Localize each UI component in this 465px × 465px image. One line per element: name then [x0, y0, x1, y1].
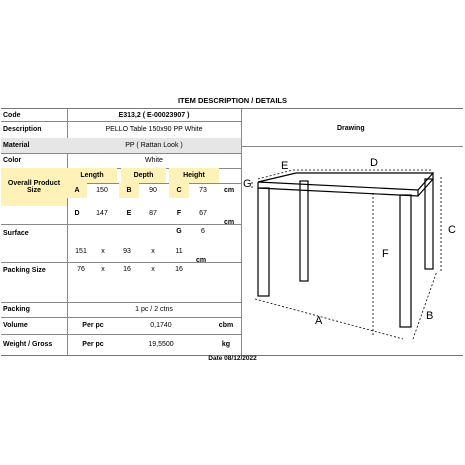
dim-value-e: 87 — [149, 209, 157, 217]
volume-unit: cbm — [218, 322, 234, 329]
code-label: Code — [3, 111, 21, 119]
surface-unit: cm — [223, 219, 235, 226]
color-value: White — [145, 157, 163, 164]
pack1-x: x — [101, 247, 105, 255]
dim-value-b: 90 — [149, 187, 157, 194]
weight-value: 19,5500 — [148, 341, 174, 348]
volume-value: 0,1740 — [150, 322, 172, 329]
dimension-line-b — [413, 271, 437, 339]
dimension-label-b: B — [426, 310, 434, 322]
packing-label: Packing — [3, 306, 30, 313]
leg-back-left — [300, 181, 308, 281]
code-value: E313,2 ( E-00023907 ) — [118, 111, 190, 119]
weight-unit: kg — [221, 341, 231, 348]
material-label: Material — [1, 138, 67, 153]
description-label: Description — [3, 126, 42, 133]
dim-key-f: F — [176, 209, 182, 217]
length-header: Length — [67, 168, 117, 183]
dimension-line-a — [255, 299, 403, 339]
pack1-depth: 93 — [123, 247, 131, 255]
dimension-label-c: C — [448, 224, 456, 236]
pack2-length: 76 — [77, 265, 85, 273]
leg-front-right — [400, 195, 411, 327]
leg-back-right — [425, 179, 433, 269]
dim-key-a: A — [67, 183, 87, 198]
dimension-label-a: A — [315, 315, 323, 327]
dim-key-b: B — [119, 183, 139, 198]
dimension-label-g: G — [243, 178, 252, 190]
overall-size-label: Overall Product Size — [1, 168, 67, 206]
depth-header: Depth — [121, 168, 166, 183]
pack2-height: 16 — [175, 265, 183, 273]
pack1-height: 11 — [175, 247, 183, 255]
description-value: PELLO Table 150x90 PP White — [105, 126, 203, 133]
dim-value-f: 67 — [199, 209, 207, 217]
dim-key-d: D — [74, 209, 80, 217]
pack1-length: 151 — [75, 247, 87, 255]
material-value: PP ( Rattan Look ) — [67, 138, 241, 153]
dimension-label-d: D — [370, 157, 378, 169]
volume-per: Per pc — [82, 322, 104, 329]
table-diagram — [243, 149, 463, 354]
pack1-x: x — [151, 247, 155, 255]
color-label: Color — [3, 157, 22, 164]
pack2-x: x — [101, 265, 105, 273]
dimension-label-f: F — [382, 248, 389, 260]
drawing-divider — [241, 146, 463, 147]
volume-label: Volume — [3, 322, 28, 329]
dim-value-d: 147 — [96, 209, 108, 217]
pack2-x: x — [151, 265, 155, 273]
pack2-depth: 16 — [123, 265, 131, 273]
document-date: Date 08/12/2022 — [208, 355, 257, 362]
packing-value: 1 pc / 2 ctns — [135, 306, 173, 313]
weight-label: Weight / Gross — [3, 341, 53, 348]
dim-value-c: 73 — [199, 187, 207, 194]
dimension-label-e: E — [281, 160, 289, 172]
packing-size-label: Packing Size — [3, 267, 46, 274]
dim-value-g: 6 — [201, 228, 205, 235]
dim-key-g: G — [176, 228, 182, 235]
tabletop-outline — [258, 173, 433, 190]
height-header: Height — [169, 168, 219, 183]
dim-key-c: C — [169, 183, 189, 198]
dim-key-e: E — [126, 209, 132, 217]
leg-front-left — [258, 188, 269, 296]
surface-label: Surface — [3, 230, 29, 237]
drawing-title: Drawing — [337, 125, 365, 132]
weight-per: Per pc — [82, 341, 104, 348]
dim-value-a: 150 — [96, 187, 108, 194]
overall-unit: cm — [223, 187, 235, 194]
document-title: ITEM DESCRIPTION / DETAILS — [177, 96, 288, 105]
packing-size-unit: cm — [195, 256, 207, 264]
spec-sheet — [1, 108, 463, 356]
